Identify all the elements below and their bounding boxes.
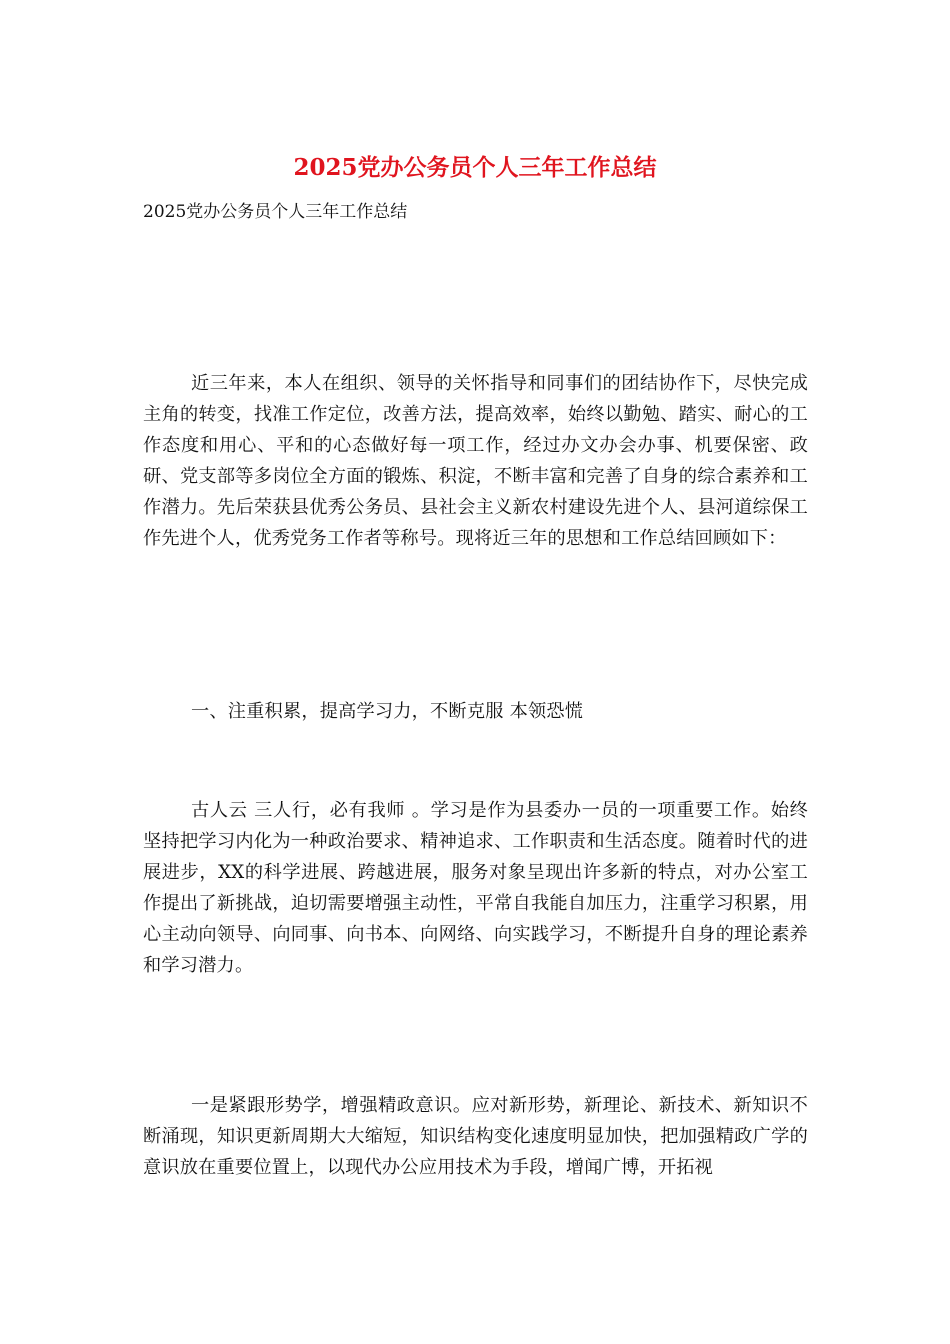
document-title: 2025党办公务员个人三年工作总结 bbox=[293, 154, 657, 181]
section-heading-1: 一、注重积累，提高学习力，不断克服 本领恐慌 bbox=[191, 701, 584, 722]
paragraph-learning: 古人云 三人行，必有我师 。学习是作为县委办一员的一项重要工作。始终坚持把学习内化为一种政治要求、精神追求、工作职责和生活态度。随着时代的进展进步，XX的科学进展、跨越进展，服务对象呈现出许多新的特点，对办公室工作提出了新挑战，迫切需要增强主动性，平常自我能自加压力，注重学习积累，用心主动向领导、向同事、向书本、向网络、向实践学习，不断提升自身的理论素养和学习潜力。 bbox=[143, 800, 808, 976]
document-subtitle: 2025党办公务员个人三年工作总结 bbox=[143, 202, 408, 222]
paragraph-intro: 近三年来，本人在组织、领导的关怀指导和同事们的团结协作下，尽快完成主角的转变，找准工作定位，改善方法，提高效率，始终以勤勉、踏实、耐心的工作态度和用心、平和的心态做好每一项工作，经过办文办会办事、机要保密、政研、党支部等多岗位全方面的锻炼、积淀，不断丰富和完善了自身的综合素养和工作潜力。先后荣获县优秀公务员、县社会主义新农村建设先进个人、县河道综保工作先进个人，优秀党务工作者等称号。现将近三年的思想和工作总结回顾如下： bbox=[143, 373, 808, 549]
paragraph-point-one: 一是紧跟形势学，增强精政意识。应对新形势，新理论、新技术、新知识不断涌现，知识更新周期大大缩短，知识结构变化速度明显加快，把加强精政广学的意识放在重要位置上，以现代办公应用技术为手段，增闻广博，开拓视 bbox=[143, 1095, 808, 1178]
